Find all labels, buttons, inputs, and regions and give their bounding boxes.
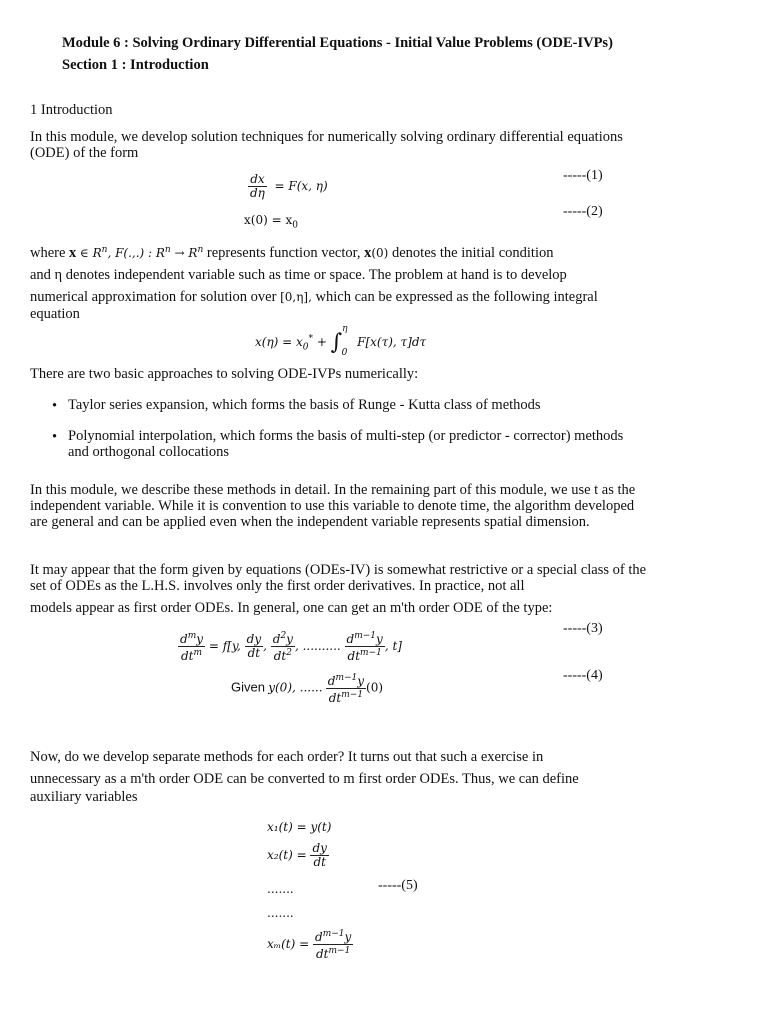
eq1-rhs: = F(x, η)	[274, 178, 328, 193]
paragraph-2-line-3: numerical approximation for solution over [0,η], which can be expressed as the following integral	[30, 289, 598, 305]
eq1-numerator: dx	[248, 173, 267, 187]
paragraph-5c: auxiliary variables	[30, 789, 138, 805]
aux-x2: x₂(t) = $\frac{dy}{dt}$	[267, 841, 327, 869]
eq5-label: -----(5)	[378, 878, 418, 893]
paragraph-5b: unnecessary as a m'th order ODE can be converted to m first order ODEs. Thus, we can define	[30, 771, 579, 787]
eq4-label: -----(4)	[563, 668, 603, 683]
paragraph-4b: models appear as first order ODEs. In general, one can get an m'th order ODE of the type:	[30, 600, 553, 616]
paragraph-2-line-2: and η denotes independent variable such as time or space. The problem at hand is to develop	[30, 267, 567, 283]
bullet-item-1: Taylor series expansion, which forms the basis of Runge - Kutta class of methods	[68, 397, 541, 413]
bullet-dot-2: •	[52, 429, 58, 445]
equation-2: $x(0) = x_0$	[244, 213, 298, 231]
paragraph-2-line-4: equation	[30, 306, 80, 322]
paragraph-4a: It may appear that the form given by equations (ODEs-IV) is somewhat restrictive or a special class of the set of ODEs as the L.H.S. involves only the first order derivatives. In practice, not all	[30, 562, 647, 594]
equation-3: $\frac{d^my}{dt^m}$ = f[y, $\frac{dy}{dt}$ , $\frac{d^2y}{dt^2}$ , .......... $\frac{d^{m-1}y}{dt^{m-1}}$ , t]	[180, 631, 402, 663]
equation-1	[248, 173, 328, 200]
eq2-label: -----(2)	[563, 204, 603, 219]
bullet-dot-1: •	[52, 398, 58, 414]
bullet-item-2: Polynomial interpolation, which forms the basis of multi-step (or predictor - corrector) methods and orthogonal collocations	[68, 428, 624, 460]
equation-4: Given y(0), ...... $\frac{d^{m-1}y}{dt^{m-1}}$ (0)	[231, 673, 384, 705]
eq1-denominator: dη	[250, 186, 265, 200]
aux-dots-1: .......	[267, 882, 294, 896]
aux-xm: xₘ(t) = $\frac{d^{m-1}y}{dt^{m-1}}$	[267, 929, 352, 961]
aux-x1: x₁(t) = y(t)	[267, 820, 332, 834]
aux-dots-2: .......	[267, 906, 294, 920]
paragraph-3: In this module, we describe these methods in detail. In the remaining part of this module, we use t as the independent variable. While it is convention to use this variable to denote time, the algorithm developed are general and can be applied even when the independent variable represents spatial dimension.	[30, 482, 636, 530]
eq1-label: -----(1)	[563, 168, 603, 183]
module-title: Module 6 : Solving Ordinary Differential Equations - Initial Value Problems (ODE-IVPs)	[62, 35, 613, 51]
section-heading: 1 Introduction	[30, 102, 113, 118]
section-title: Section 1 : Introduction	[62, 57, 209, 73]
approaches-intro: There are two basic approaches to solving ODE-IVPs numerically:	[30, 366, 419, 382]
eq3-label: -----(3)	[563, 621, 603, 636]
paragraph-2-line-1: where x ∈ $R^n$, F(.,.) : $R^n \to R^n$ represents function vector, x(0) denotes the initial condition	[30, 245, 554, 261]
integral-equation: $x(\eta) = x_0^* + \int^\eta_0$ F[x(τ), τ]dτ	[255, 324, 427, 359]
paragraph-5a: Now, do we develop separate methods for each order? It turns out that such a exercise in	[30, 749, 544, 765]
intro-paragraph: In this module, we develop solution techniques for numerically solving ordinary differential equations (ODE) of the form	[30, 129, 623, 161]
